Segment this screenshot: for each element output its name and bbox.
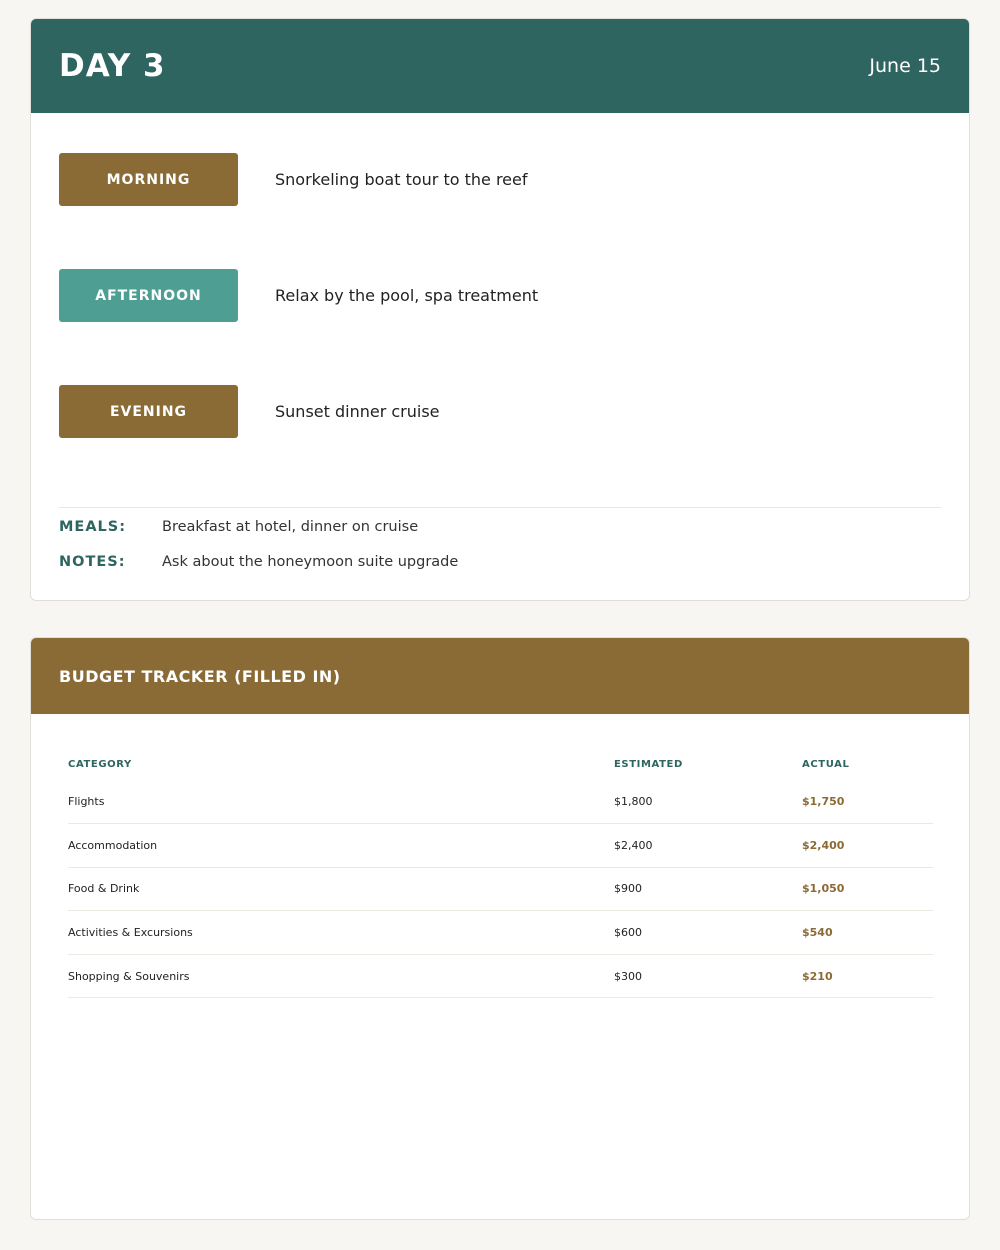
schedule-slot-afternoon [59, 269, 538, 322]
estimated-cell: $300 [614, 954, 802, 998]
morning-activity: Snorkeling boat tour to the reef [275, 170, 528, 189]
afternoon-activity: Relax by the pool, spa treatment [275, 286, 539, 305]
table-row [68, 867, 933, 911]
budget-table [68, 748, 933, 998]
budget-header-row [68, 748, 933, 780]
day-card [30, 18, 970, 601]
day-date: June 15 [869, 55, 941, 77]
estimated-cell: $2,400 [614, 824, 802, 868]
meals-value: Breakfast at hotel, dinner on cruise [162, 519, 419, 535]
category-cell: Accommodation [68, 824, 614, 868]
table-row [68, 824, 933, 868]
section-divider [59, 507, 941, 508]
table-row [68, 954, 933, 998]
actual-cell: $540 [802, 911, 933, 955]
notes-label: NOTES: [59, 554, 126, 570]
estimated-cell: $600 [614, 911, 802, 955]
budget-card [30, 637, 970, 1220]
schedule-slot-evening [59, 385, 440, 438]
day-header [31, 19, 969, 113]
day-title: DAY 3 [59, 48, 166, 84]
budget-title: BUDGET TRACKER (FILLED IN) [31, 638, 969, 714]
notes-value: Ask about the honeymoon suite upgrade [162, 554, 459, 570]
schedule-slot-morning [59, 153, 528, 206]
estimated-cell: $900 [614, 867, 802, 911]
morning-badge: MORNING [59, 153, 238, 206]
notes-row [59, 554, 458, 570]
afternoon-badge: AFTERNOON [59, 269, 238, 322]
meals-row [59, 519, 418, 535]
estimated-header: ESTIMATED [614, 758, 683, 770]
category-cell: Activities & Excursions [68, 911, 614, 955]
evening-badge: EVENING [59, 385, 238, 438]
actual-cell: $1,750 [802, 780, 933, 824]
actual-cell: $1,050 [802, 867, 933, 911]
category-cell: Flights [68, 780, 614, 824]
estimated-cell: $1,800 [614, 780, 802, 824]
category-cell: Shopping & Souvenirs [68, 954, 614, 998]
actual-header: ACTUAL [802, 758, 850, 770]
table-row [68, 911, 933, 955]
category-header: CATEGORY [68, 758, 132, 770]
meals-label: MEALS: [59, 519, 127, 535]
category-cell: Food & Drink [68, 867, 614, 911]
table-row [68, 780, 933, 824]
evening-activity: Sunset dinner cruise [275, 402, 440, 421]
actual-cell: $210 [802, 954, 933, 998]
actual-cell: $2,400 [802, 824, 933, 868]
